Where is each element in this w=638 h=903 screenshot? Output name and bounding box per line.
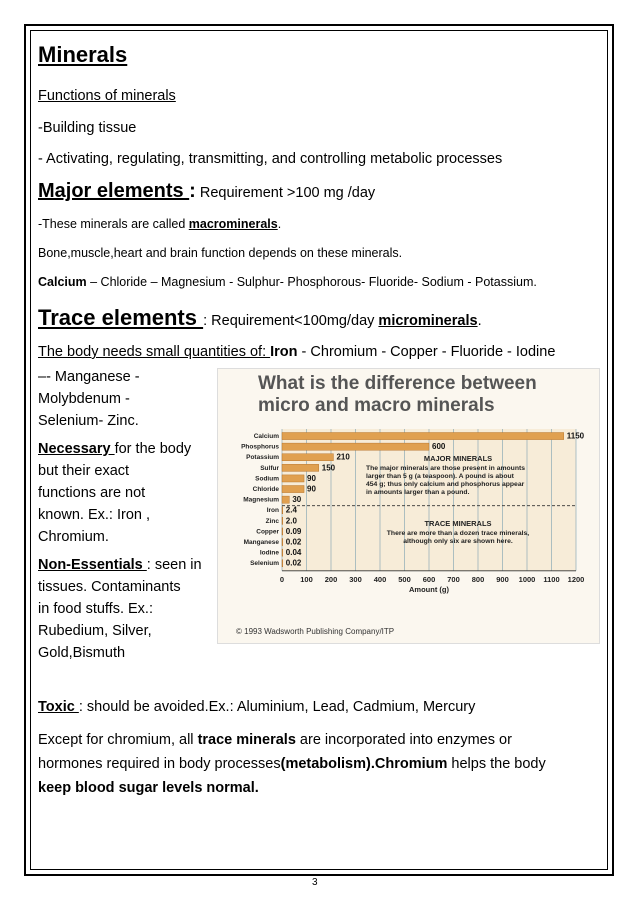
category-label: Phosphorus xyxy=(241,443,279,451)
category-label: Sulfur xyxy=(260,464,279,472)
x-axis-label: Amount (g) xyxy=(409,584,449,594)
trace-needs-continued xyxy=(38,366,218,664)
nonessential-line: Rubedium, Silver, xyxy=(38,623,152,639)
toxic-term: Toxic xyxy=(38,699,79,715)
toxic-line xyxy=(38,699,475,715)
bar xyxy=(282,528,283,535)
value-label: 210 xyxy=(336,452,350,462)
trace-needs-cont-line: –- Manganese - xyxy=(38,369,140,385)
necessary-line: but their exact xyxy=(38,463,130,479)
functions-heading: Functions of minerals xyxy=(38,88,176,104)
necessary-line: known. Ex.: Iron , xyxy=(38,507,151,523)
trace-requirement: Requirement<100mg/day xyxy=(207,313,379,329)
function-item: - Activating, regulating, transmitting, and controlling metabolic processes xyxy=(38,151,503,167)
trace-needs-cont-line: Selenium- Zinc. xyxy=(38,413,139,429)
trace-needs-cont-line: Molybdenum - xyxy=(38,391,130,407)
bar xyxy=(282,454,333,461)
x-tick-label: 100 xyxy=(300,574,313,584)
trace-needs-line xyxy=(38,344,555,360)
final-1-term: trace minerals xyxy=(197,732,296,748)
final-2-bold: (metabolism).Chromium xyxy=(280,756,448,772)
category-label: Calcium xyxy=(253,433,279,440)
page-title: Minerals xyxy=(38,42,128,67)
bar xyxy=(282,549,283,556)
figure-title: What is the difference between micro and macro minerals xyxy=(258,373,537,416)
bar xyxy=(282,496,289,503)
value-label: 0.02 xyxy=(285,558,302,568)
category-label: Magnesium xyxy=(243,496,279,504)
macrominerals-term: macrominerals xyxy=(188,217,278,231)
value-label: 0.09 xyxy=(285,526,302,536)
page-number: 3 xyxy=(312,877,318,888)
nonessential-term: Non-Essentials xyxy=(38,557,147,573)
bar xyxy=(282,560,283,567)
bar xyxy=(282,443,429,450)
major-heading-line xyxy=(38,180,375,203)
necessary-line: for the body xyxy=(114,441,192,457)
minerals-figure xyxy=(217,368,600,644)
value-label: 2.0 xyxy=(285,516,297,526)
bar xyxy=(282,517,283,524)
x-tick-label: 600 xyxy=(422,574,436,584)
trace-heading-line xyxy=(38,305,482,331)
major-called-prefix: -These minerals are called xyxy=(38,217,189,231)
category-label: Zinc xyxy=(265,517,279,525)
major-minerals-note: larger than 5 g (a teaspoon). A pound is about xyxy=(366,473,514,480)
major-minerals-note: in amounts larger than a pound. xyxy=(366,489,470,496)
bar xyxy=(282,507,283,514)
major-requirement: Requirement >100 mg /day xyxy=(195,185,376,201)
necessary-line: functions are not xyxy=(38,485,146,501)
category-label: Copper xyxy=(256,528,279,536)
nonessential-line: tissues. Contaminants xyxy=(38,579,181,595)
bar xyxy=(282,464,319,471)
value-label: 150 xyxy=(321,463,336,473)
final-2-suffix: helps the body xyxy=(447,756,546,772)
trace-minerals-note: although only six are shown here. xyxy=(403,538,513,545)
value-label: 0.04 xyxy=(285,548,302,558)
bar xyxy=(282,486,304,493)
major-list-first: Calcium xyxy=(38,275,87,289)
value-label: 90 xyxy=(307,484,316,494)
value-label: 90 xyxy=(307,473,316,483)
trace-needs-first: Iron xyxy=(270,344,298,360)
x-tick-label: 1200 xyxy=(567,574,585,584)
figure-credit: © 1993 Wadsworth Publishing Company/ITP xyxy=(236,627,395,636)
category-label: Selenium xyxy=(250,560,279,568)
x-tick-label: 300 xyxy=(349,574,362,584)
category-label: Sodium xyxy=(255,475,279,483)
x-tick-label: 0 xyxy=(279,574,285,584)
major-minerals-note: 454 g; thus only calcium and phosphorus appear xyxy=(366,481,525,488)
x-tick-label: 500 xyxy=(398,574,411,584)
final-1-suffix: are incorporated into enzymes or xyxy=(295,732,512,748)
x-tick-label: 400 xyxy=(373,574,387,584)
value-label: 600 xyxy=(432,442,446,452)
value-label: 2.4 xyxy=(285,505,297,515)
category-label: Chloride xyxy=(252,486,279,493)
major-minerals-label: MAJOR MINERALS xyxy=(423,454,493,463)
x-tick-label: 800 xyxy=(471,574,485,584)
trace-minerals-label: TRACE MINERALS xyxy=(424,519,492,528)
microminerals-term: microminerals xyxy=(378,313,478,329)
x-tick-label: 900 xyxy=(496,574,509,584)
major-function-line: Bone,muscle,heart and brain function depends on these minerals. xyxy=(38,246,403,260)
major-colon: : xyxy=(189,180,196,202)
x-tick-label: 700 xyxy=(447,574,460,584)
category-label: Manganese xyxy=(243,539,279,546)
x-tick-label: 1100 xyxy=(543,574,560,584)
trace-colon: : xyxy=(203,313,208,329)
nonessential-line: : seen in xyxy=(146,557,202,573)
value-label: 30 xyxy=(292,495,302,505)
trace-needs-prefix: The body needs small quantities of: xyxy=(38,344,271,360)
x-tick-label: 1000 xyxy=(518,574,536,584)
trace-minerals-note: There are more than a dozen trace minerals, xyxy=(386,530,530,537)
minerals-bar-chart xyxy=(218,369,601,645)
x-tick-label: 200 xyxy=(324,574,338,584)
category-label: Iron xyxy=(266,507,279,515)
major-minerals-note: The major minerals are those present in amounts xyxy=(366,465,526,472)
trace-term-suffix: . xyxy=(477,313,482,329)
toxic-text: : should be avoided.Ex.: Aluminium, Lead, Cadmium, Mercury xyxy=(78,699,476,715)
major-called-line xyxy=(38,217,281,231)
nonessential-line: in food stuffs. Ex.: xyxy=(38,601,153,617)
major-list-line xyxy=(38,275,537,289)
trace-final-paragraph xyxy=(38,728,604,800)
category-label: Iodine xyxy=(259,549,279,557)
major-heading: Major elements xyxy=(38,180,190,202)
necessary-term: Necessary xyxy=(38,441,115,457)
necessary-line: Chromium. xyxy=(38,529,109,545)
bar xyxy=(282,433,564,440)
bar xyxy=(282,475,304,482)
major-list-rest: – Chloride – Magnesium - Sulphur- Phosphorous- Fluoride- Sodium - Potassium. xyxy=(86,275,537,289)
trace-needs-rest: - Chromium - Copper - Fluoride - Iodine xyxy=(297,344,556,360)
major-called-suffix: . xyxy=(277,217,282,231)
function-item: -Building tissue xyxy=(38,120,137,136)
final-2-prefix: hormones required in body processes xyxy=(38,756,281,772)
final-3-bold: keep blood sugar levels normal. xyxy=(38,780,259,796)
category-label: Potassium xyxy=(246,454,279,462)
trace-heading: Trace elements xyxy=(38,305,204,330)
final-1-prefix: Except for chromium, all xyxy=(38,732,198,748)
value-label: 0.02 xyxy=(285,537,302,547)
bar xyxy=(282,539,283,546)
nonessential-line: Gold,Bismuth xyxy=(38,645,126,661)
value-label: 1150 xyxy=(566,431,585,441)
